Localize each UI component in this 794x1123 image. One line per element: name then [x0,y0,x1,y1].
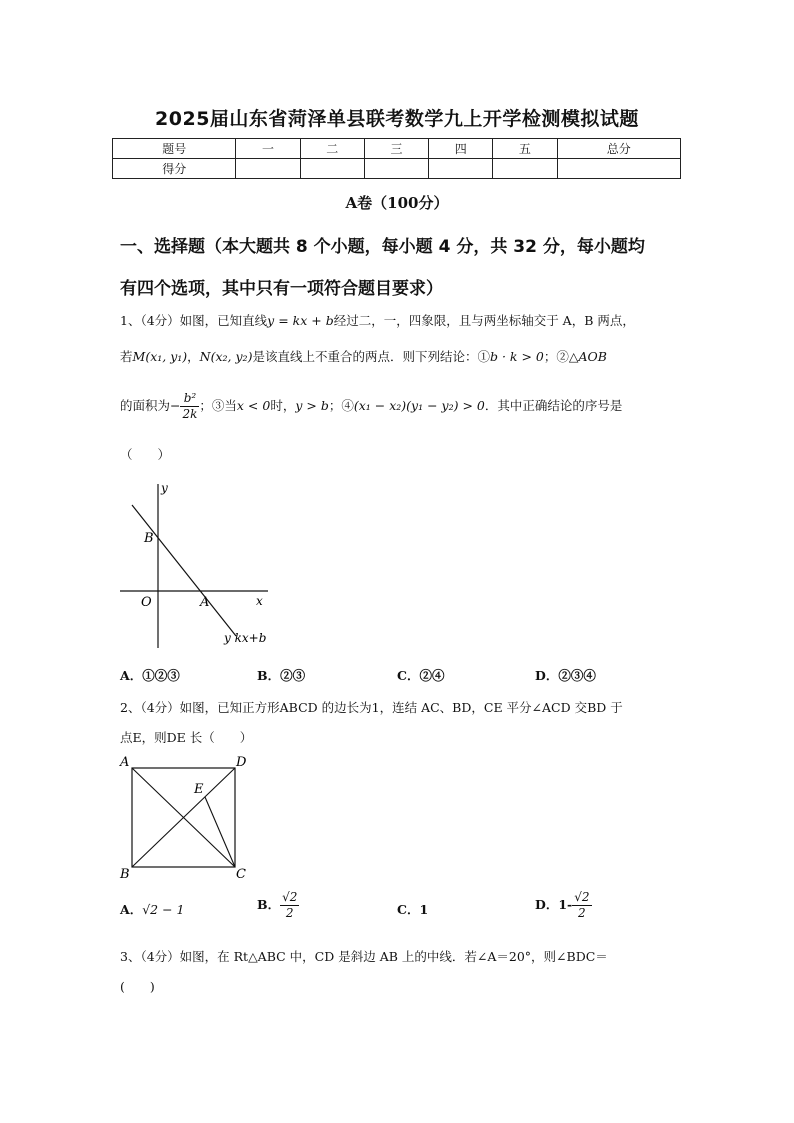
score-cell [429,159,493,179]
label-b: B [144,531,154,546]
q1-line1 [120,312,700,330]
q1-text: 1、（4分）如图，已知直线 [120,313,268,328]
score-cell [493,159,557,179]
q1-line3 [120,391,700,422]
label-a: A [200,595,210,610]
option-letter: D．1- [535,897,573,912]
q2-line2: 点E，则DE 长（ ） [120,730,253,745]
section-title: A卷（100分） [345,194,449,212]
q1-condition-3a: x < 0 [236,398,271,413]
graph-line [132,505,236,636]
q1-condition-3b: y > b [295,398,329,413]
q2-option-a[interactable] [120,900,185,918]
label-d: D [236,755,247,770]
fraction-numerator: √2 [574,890,590,904]
q1-condition-4: (x₁ − x₂)(y₁ − y₂) > 0 [353,398,485,413]
score-cell [300,159,364,179]
score-header-cell: 二 [300,139,364,159]
label-e: E [194,782,204,797]
q2-option-d[interactable] [535,890,592,921]
q1-text: ， [187,349,200,364]
score-header-cell: 五 [493,139,557,159]
q2-figure-square [116,752,256,882]
q1-option-b[interactable]: B．②③ [257,668,306,683]
q1-condition-1: b · k > 0 [489,349,544,364]
q3-line1: 3、（4分）如图，在 Rt△ABC 中，CD 是斜边 AB 上的中线．若∠A＝20°，则∠BDC＝ [120,949,608,964]
q1-figure-line-graph [118,478,288,653]
label-o: O [141,595,152,610]
q2-option-b[interactable] [257,890,299,921]
q1-equation: y = kx + b [267,313,334,328]
score-cell [236,159,300,179]
q1-point-n: N(x₂, y₂) [199,349,253,364]
page-title: 2025届山东省菏泽单县联考数学九上开学检测模拟试题 [155,108,639,130]
q1-option-c[interactable]: C．②④ [397,668,445,683]
q1-text: 若 [120,349,133,364]
score-header-cell: 四 [429,139,493,159]
score-cell [364,159,428,179]
part1-heading-line1: 一、选择题（本大题共 8 个小题，每小题 4 分，共 32 分，每小题均 [120,237,645,257]
q1-point-m: M(x₁, y₁) [132,349,188,364]
score-header-cell: 总分 [557,139,680,159]
q1-text: ；③当 [199,398,237,413]
option-letter: A． [120,902,143,917]
score-table [112,138,681,179]
score-header-cell: 三 [364,139,428,159]
label-x: x [256,594,263,608]
score-row-label: 得分 [113,159,236,179]
fraction-denominator: 2 [285,906,294,920]
q1-text: ．其中正确结论的序号是 [484,398,623,413]
q1-option-a[interactable]: A．①②③ [120,668,180,683]
score-table-header-row [113,139,681,159]
option-b-fraction [280,890,299,921]
q1-text: ；② [543,349,569,364]
fraction-numerator: b² [180,391,199,407]
q1-text: 经过二，一，四象限，且与两坐标轴交于 A，B 两点， [333,313,635,328]
q2-line1: 2、（4分）如图，已知正方形ABCD 的边长为1，连结 AC、BD，CE 平分∠ACD 交BD 于 [120,700,623,715]
fraction-denominator: 2k [182,407,198,421]
label-y: y [161,481,168,495]
label-a: A [120,755,130,770]
q3-line2: ( ) [120,979,155,994]
score-header-cell: 一 [236,139,300,159]
fraction-numerator: √2 [282,890,298,904]
q1-text: 时， [270,398,296,413]
score-cell [557,159,680,179]
q2-option-c[interactable]: C．1 [397,902,429,917]
label-line-equation: y kx+b [224,631,267,645]
q1-triangle: △AOB [568,349,607,364]
q1-option-d[interactable]: D．②③④ [535,668,596,683]
score-header-cell: 题号 [113,139,236,159]
option-d-fraction [572,890,591,921]
q1-text: ；④ [328,398,354,413]
q1-line2 [120,348,700,366]
label-b: B [120,867,130,882]
option-letter: B． [257,897,281,912]
label-c: C [236,867,246,882]
q1-text: 的面积为− [120,398,181,413]
fraction-denominator: 2 [578,906,586,920]
score-table-score-row [113,159,681,179]
segment-ce [205,797,235,867]
q1-text: 是该直线上不重合的两点．则下列结论：① [252,349,490,364]
q1-fraction [180,391,199,422]
option-a-value: √2 − 1 [142,902,185,917]
part1-heading-line2: 有四个选项，其中只有一项符合题目要求） [120,279,443,299]
q1-answer-paren: （ ） [120,447,171,462]
